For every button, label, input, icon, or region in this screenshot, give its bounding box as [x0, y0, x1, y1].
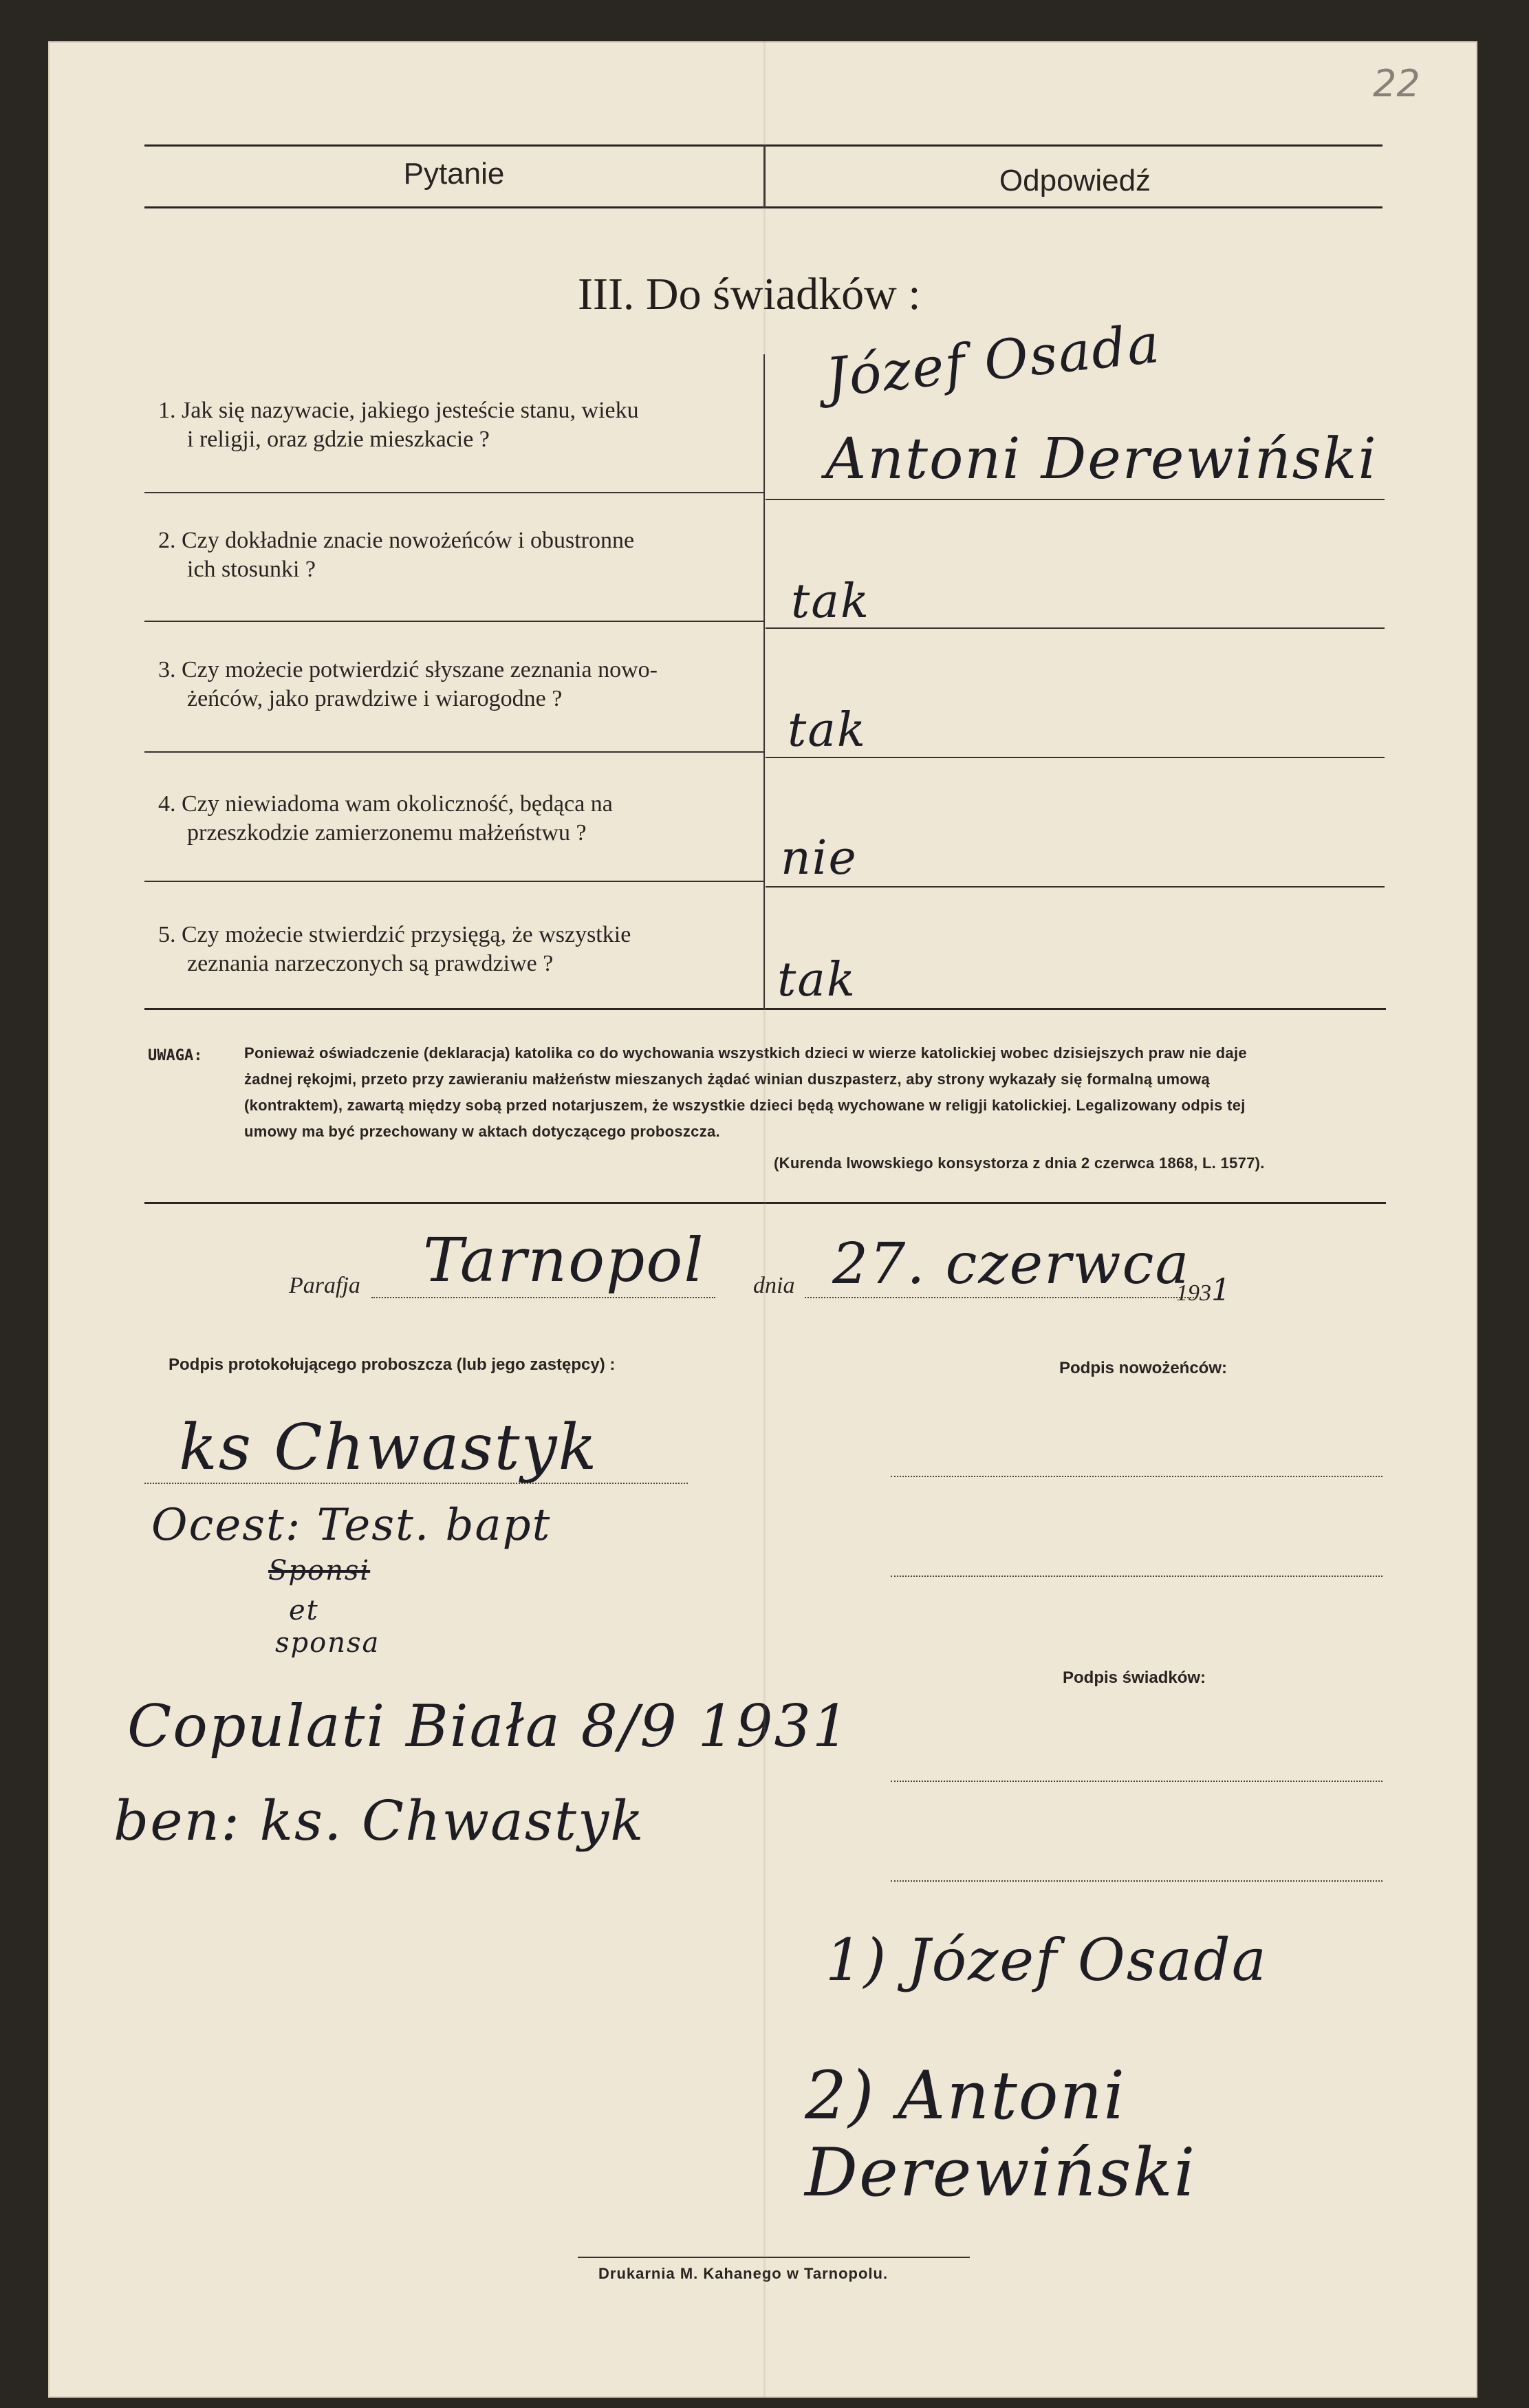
answer-1-line2: Antoni Derewiński [825, 427, 1378, 492]
uwaga-bottom-rule [144, 1202, 1386, 1204]
answer-4: nie [781, 831, 858, 885]
footer-rule [578, 2257, 970, 2258]
parish-value: Tarnopol [423, 1225, 705, 1296]
uwaga-text [244, 1040, 1389, 1145]
question-3-line2: żeńców, jako prawdziwe i wiarogodne ? [187, 686, 563, 711]
answer-rule-4 [766, 886, 1385, 888]
priest-signature: ks Chwastyk [179, 1410, 598, 1484]
question-2 [158, 526, 634, 584]
witness-signature-2: 2) Antoni Derewiński [805, 2057, 1197, 2211]
header-answer: Odpowiedź [999, 164, 1151, 197]
witness-line-1 [891, 1781, 1382, 1782]
priest-dotted-line [144, 1483, 688, 1484]
parish-label: Parafja [289, 1273, 360, 1298]
answer-1-line1: Józef Osada [823, 312, 1164, 410]
row-rule-2 [144, 621, 763, 622]
date-value: 27. czerwca [832, 1232, 1191, 1297]
question-5-line1: Czy możecie stwierdzić przysięgą, że wszystkie [182, 922, 631, 947]
note-ben: ben: ks. Chwastyk [113, 1789, 645, 1853]
answer-2: tak [791, 574, 871, 629]
note-copulati: Copulati Biała 8/9 1931 [127, 1692, 851, 1760]
spouses-signature-label: Podpis nowożeńców: [1059, 1359, 1227, 1377]
year-suffix: 1 [1211, 1273, 1232, 1308]
uwaga-citation: (Kurenda lwowskiego konsystorza z dnia 2 czerwca 1868, L. 1577). [774, 1154, 1265, 1172]
uwaga-line-4: umowy ma być przechowany w aktach dotyczącego proboszcza. [244, 1123, 720, 1140]
question-5 [158, 921, 631, 978]
question-2-line2: ich stosunki ? [187, 557, 316, 582]
row-rule-3 [144, 751, 763, 753]
question-1 [158, 396, 639, 454]
note-line-3: et [289, 1595, 319, 1626]
year-label [1176, 1273, 1232, 1308]
question-3-line1: Czy możecie potwierdzić słyszane zeznania nowo- [182, 657, 658, 682]
parish-dotted-line [371, 1297, 715, 1298]
questions-bottom-rule [144, 1008, 1386, 1010]
printer-footer: Drukarnia M. Kahanego w Tarnopolu. [598, 2265, 889, 2282]
uwaga-label: UWAGA: [148, 1047, 203, 1064]
uwaga-line-3: (kontraktem), zawartą między sobą przed notarjuszem, że wszystkie dzieci będą wychowane w religji katolickiej. Legalizowany odpis tej [244, 1097, 1246, 1114]
witnesses-signature-label: Podpis świadków: [1063, 1668, 1206, 1687]
question-4-line1: Czy niewiadoma wam okoliczność, będąca na [182, 791, 613, 817]
question-4-line2: przeszkodzie zamierzonemu małżeństwu ? [187, 820, 587, 846]
row-rule-4 [144, 881, 763, 882]
question-5-number: 5. [158, 922, 176, 947]
note-line-1: Ocest: Test. bapt [151, 1500, 552, 1551]
spouse-line-2 [891, 1576, 1382, 1577]
question-5-line2: zeznania narzeczonych są prawdziwe ? [187, 951, 554, 976]
question-2-line1: Czy dokładnie znacie nowożeńców i obustronne [182, 528, 635, 553]
witness-signature-1: 1) Józef Osada [825, 1926, 1268, 1994]
question-4-number: 4. [158, 791, 176, 817]
header-bottom-rule [144, 206, 1382, 208]
note-line-2: Sponsi [268, 1555, 371, 1587]
answer-5: tak [777, 953, 857, 1007]
section-title: III. Do świadków : [578, 269, 921, 319]
document-page [48, 41, 1477, 2398]
answer-3: tak [788, 703, 867, 757]
question-3-number: 3. [158, 657, 176, 682]
spouse-line-1 [891, 1476, 1382, 1477]
question-3 [158, 656, 658, 713]
question-1-line1: Jak się nazywacie, jakiego jesteście stanu, wieku [182, 398, 639, 423]
uwaga-line-1: Ponieważ oświadczenie (deklaracja) katolika co do wychowania wszystkich dzieci w wierze katolickiej wobec dzisiejszych praw nie daje [244, 1044, 1247, 1062]
answer-rule-1 [766, 499, 1385, 500]
question-1-line2: i religji, oraz gdzie mieszkacie ? [187, 427, 490, 452]
header-question: Pytanie [403, 157, 505, 191]
header-top-rule [144, 144, 1382, 147]
note-line-4: sponsa [275, 1627, 380, 1659]
question-2-number: 2. [158, 528, 176, 553]
header-divider [763, 144, 766, 208]
witness-line-2 [891, 1880, 1382, 1882]
date-dotted-line [805, 1297, 1197, 1298]
priest-signature-label: Podpis protokołującego proboszcza (lub jego zastępcy) : [169, 1355, 616, 1374]
year-prefix: 193 [1176, 1280, 1211, 1306]
row-rule-1 [144, 492, 763, 493]
question-4 [158, 790, 613, 848]
uwaga-line-2: żadnej rękojmi, przeto przy zawieraniu małżeństw mieszanych żądać winian duszpasterz, aby strony wykazały się formalną umową [244, 1071, 1211, 1088]
date-label: dnia [753, 1273, 795, 1298]
question-1-number: 1. [158, 398, 176, 423]
question-column-divider [763, 354, 765, 1008]
page-number: 22 [1373, 62, 1420, 105]
